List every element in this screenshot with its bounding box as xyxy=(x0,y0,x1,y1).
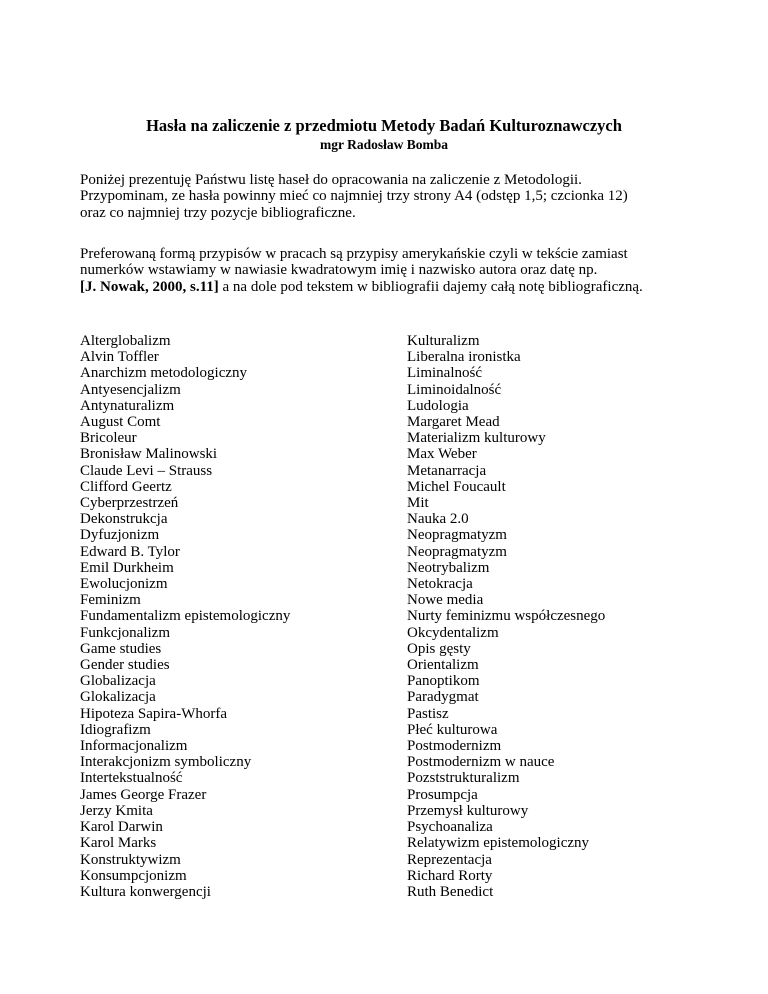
footnote-line: Preferowaną formą przypisów w pracach są przypisy amerykańskie czyli w tekście zamiast xyxy=(80,246,628,262)
term-item: Margaret Mead xyxy=(407,414,500,431)
intro-paragraph xyxy=(80,172,700,221)
term-item: Nurty feminizmu współczesnego xyxy=(407,608,606,625)
term-item: Opis gęsty xyxy=(407,640,471,657)
term-item: August Comt xyxy=(80,414,161,431)
term-item: Bronisław Malinowski xyxy=(80,446,218,463)
term-item: Feminizm xyxy=(80,592,141,609)
term-item: Liberalna ironistka xyxy=(407,349,521,366)
term-item: Metanarracja xyxy=(407,462,487,479)
intro-line: oraz co najmniej trzy pozycje bibliograficzne. xyxy=(80,204,356,221)
intro-line: Przypominam, ze hasła powinny mieć co najmniej trzy strony A4 (odstęp 1,5; czcionka 12) xyxy=(80,188,628,205)
term-item: Intertekstualność xyxy=(80,770,183,787)
term-item: Game studies xyxy=(80,640,162,657)
term-item: Ruth Benedict xyxy=(407,883,494,900)
term-item: Kulturalizm xyxy=(407,333,480,349)
term-item: James George Frazer xyxy=(80,786,207,803)
term-item: Pozststrukturalizm xyxy=(407,770,520,787)
intro-line: Poniżej prezentuję Państwu listę haseł do opracowania na zaliczenie z Metodologii. xyxy=(80,172,582,188)
term-item: Mit xyxy=(407,495,429,512)
term-item: Fundamentalizm epistemologiczny xyxy=(80,608,291,625)
term-item: Kultura konwergencji xyxy=(80,883,211,900)
term-item: Okcydentalizm xyxy=(407,624,499,641)
term-item: Karol Marks xyxy=(80,835,157,852)
term-item: Dyfuzjonizm xyxy=(80,527,160,544)
term-item: Reprezentacja xyxy=(407,851,492,868)
term-item: Michel Foucault xyxy=(407,478,506,495)
term-item: Relatywizm epistemologiczny xyxy=(407,835,590,852)
term-item: Bricoleur xyxy=(80,430,137,447)
citation-example: [J. Nowak, 2000, s.11] xyxy=(80,278,219,295)
term-item: Globalizacja xyxy=(80,673,156,690)
term-item: Konsumpcjonizm xyxy=(80,867,187,884)
term-item: Interakcjonizm symboliczny xyxy=(80,754,252,771)
term-item: Karol Darwin xyxy=(80,819,163,836)
term-item: Anarchizm metodologiczny xyxy=(80,365,248,382)
term-item: Przemysł kulturowy xyxy=(407,802,529,819)
term-item: Dekonstrukcja xyxy=(80,511,168,528)
term-item: Panoptikom xyxy=(407,673,480,690)
term-item: Clifford Geertz xyxy=(80,478,172,495)
term-item: Claude Levi – Strauss xyxy=(80,462,213,479)
term-item: Liminalność xyxy=(407,365,482,382)
term-item: Antynaturalizm xyxy=(80,397,175,414)
term-item: Netokracja xyxy=(407,576,473,593)
term-item: Psychoanaliza xyxy=(407,819,493,836)
term-item: Neotrybalizm xyxy=(407,559,490,576)
term-item: Alterglobalizm xyxy=(80,333,171,349)
term-item: Neopragmatyzm xyxy=(407,543,507,560)
term-item: Emil Durkheim xyxy=(80,559,174,576)
term-item: Ewolucjonizm xyxy=(80,576,168,593)
term-item: Liminoidalność xyxy=(407,381,502,398)
term-item: Alvin Toffler xyxy=(80,349,159,366)
term-item: Nauka 2.0 xyxy=(407,511,469,528)
term-item: Pastisz xyxy=(407,705,449,722)
term-item: Konstruktywizm xyxy=(80,851,181,868)
term-item: Paradygmat xyxy=(407,689,479,706)
footnote-line-rest: a na dole pod tekstem w bibliografii dajemy całą notę bibliograficzną. xyxy=(218,278,643,295)
document-title: Hasła na zaliczenie z przedmiotu Metody Badań Kulturoznawczych xyxy=(146,116,622,135)
terms-list-left xyxy=(80,333,290,900)
term-item: Idiografizm xyxy=(80,721,151,738)
term-item: Funkcjonalizm xyxy=(80,624,170,641)
term-item: Postmodernizm w nauce xyxy=(407,754,555,771)
term-item: Neopragmatyzm xyxy=(407,527,507,544)
term-item: Glokalizacja xyxy=(80,689,156,706)
term-item: Edward B. Tylor xyxy=(80,543,180,560)
term-item: Antyesencjalizm xyxy=(80,381,181,398)
term-item: Płeć kulturowa xyxy=(407,721,498,738)
term-item: Postmodernizm xyxy=(407,738,502,755)
footnote-line: numerków wstawiamy w nawiasie kwadratowym imię i nazwisko autora oraz datę np. xyxy=(80,262,598,279)
footnote-paragraph xyxy=(80,246,700,295)
term-item: Hipoteza Sapira-Whorfa xyxy=(80,705,228,722)
term-item: Informacjonalizm xyxy=(80,738,188,755)
term-item: Jerzy Kmita xyxy=(80,802,153,819)
document-author: mgr Radosław Bomba xyxy=(319,137,448,152)
term-item: Max Weber xyxy=(407,446,477,463)
term-item: Prosumpcja xyxy=(407,786,478,803)
terms-list-right xyxy=(407,333,605,900)
term-item: Nowe media xyxy=(407,592,484,609)
term-item: Cyberprzestrzeń xyxy=(80,495,179,512)
term-item: Ludologia xyxy=(407,397,469,414)
term-item: Materializm kulturowy xyxy=(407,430,546,447)
footnote-line xyxy=(80,279,700,295)
term-item: Gender studies xyxy=(80,657,170,674)
term-item: Orientalizm xyxy=(407,657,479,674)
term-item: Richard Rorty xyxy=(407,867,493,884)
